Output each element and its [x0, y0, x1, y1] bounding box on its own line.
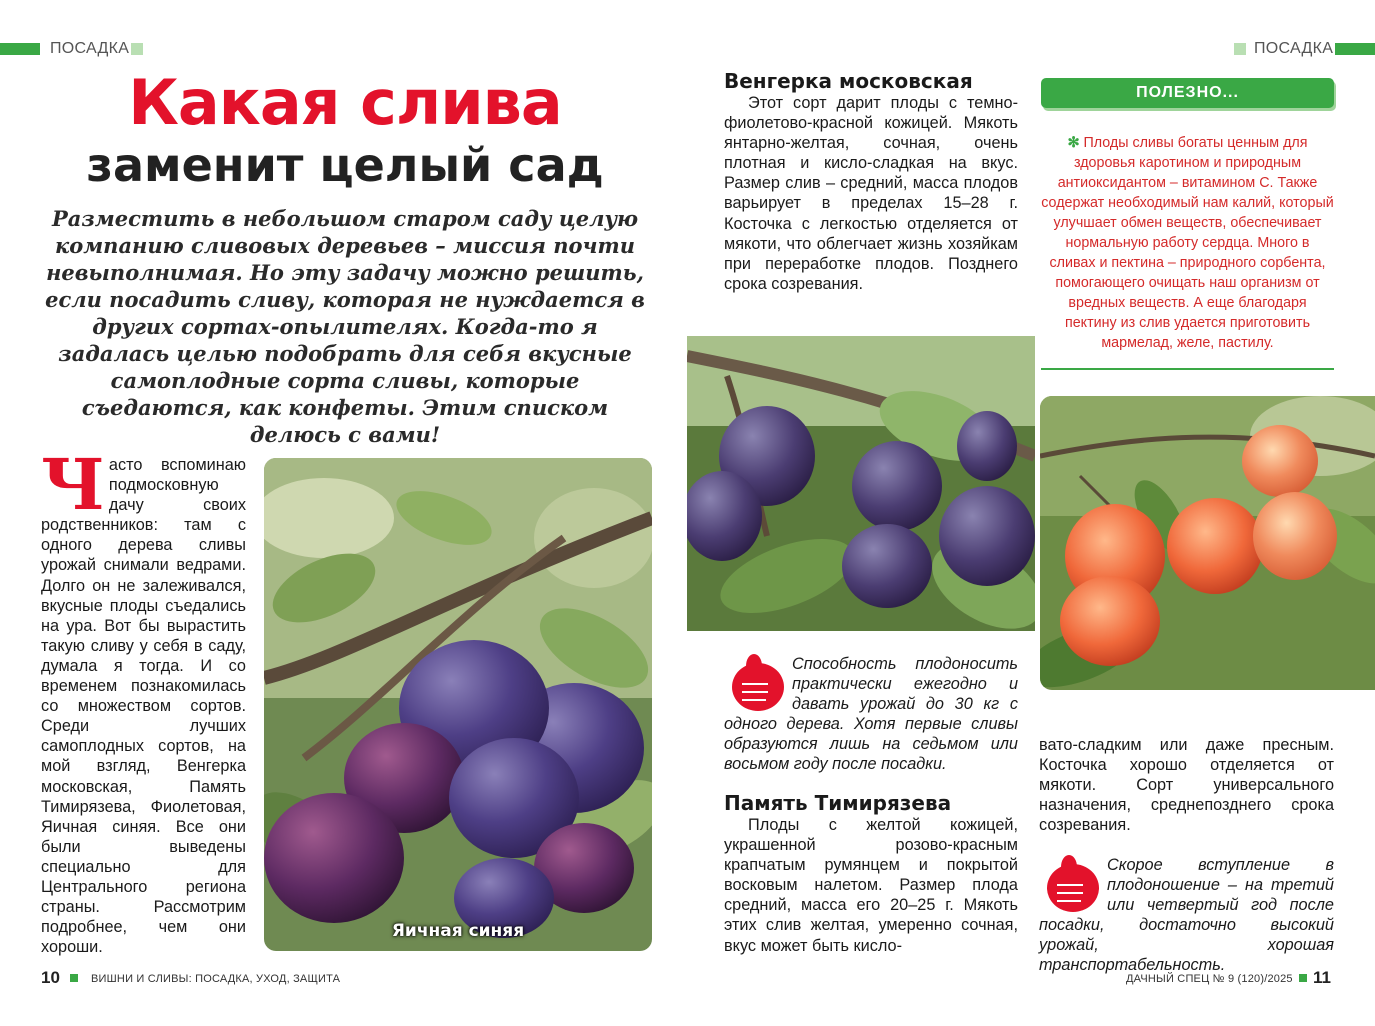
title-line-2: заменит целый сад [86, 138, 604, 192]
vengerka-note-text: Способность плодоносить практически ежегодно и давать урожай до 30 кг с одного дерева. Хотя первые сливы образуются лишь на седьмом или восьмом году после посадки. [724, 655, 1018, 774]
intro-column [41, 443, 246, 957]
thumbs-up-icon [1039, 855, 1101, 915]
pamyat-text-continued: вато-сладким или даже пресным. Косточка хорошо отделяется от мякоти. Сорт универсального назначения, среднепозднего срока созревания. [1039, 736, 1334, 835]
header-square-right [1234, 43, 1246, 55]
useful-text [1041, 133, 1334, 353]
plum-purple-illustration [687, 336, 1035, 631]
page-number-right: 11 [1313, 968, 1331, 987]
divider-line [1041, 368, 1334, 370]
footer-text-right: ДАЧНЫЙ СПЕЦ № 9 (120)/2025 [1126, 973, 1293, 985]
intro-text: асто вспоминаю подмосковную дачу своих родственников: там с одного дерева сливы урожай снимали ведрами. Долго он не залеживался, вкусные плоды съедались на ура. Вот бы вырастить такую сливу у себя в саду, думала я тогда. И со временем познакомилась со множеством сортов. Среди лучших самоплодных сортов, на мой взгляд, Венгерка московская, Память Тимирязева, Фиолетовая, Яичная синяя. Все они были выведены специально для Центрального региона страны. Рассмотрим подробнее, чем они хороши. [41, 456, 246, 957]
section-label-left: ПОСАДКА [50, 40, 130, 57]
pamyat-note [1039, 855, 1334, 976]
footer-text-left: ВИШНИ И СЛИВЫ: ПОСАДКА, УХОД, ЗАЩИТА [91, 973, 341, 985]
page-number-left: 10 [41, 968, 60, 987]
pamyat-note-text: Скорое вступление в плодоношение – на третий или четвертый год после посадки, достаточно высокий урожай, хорошая транспортабельность. [1039, 856, 1334, 975]
footer-square-left [70, 974, 78, 982]
heading-vengerka: Венгерка московская [724, 69, 973, 93]
photo-caption: Яичная синяя [391, 921, 525, 941]
drop-cap: Ч [41, 443, 105, 526]
photo-pamyat-timiryazeva [1040, 396, 1375, 690]
useful-label: ПОЛЕЗНО... [1041, 78, 1334, 108]
heading-pamyat: Память Тимирязева [724, 791, 952, 815]
lead-paragraph: Разместить в небольшом старом саду целую компанию сливовых деревьев – миссия почти невыполнимая. Но эту задачу можно решить, если посадить сливу, которая не нуждается в других сортах-опылителях. Когда-то я задалась целью подобрать для себя вкусные самоплодные сорта сливы, которые съедаются, как конфеты. Этим списком делюсь с вами! [45, 206, 645, 447]
plum-blue-illustration [264, 458, 652, 951]
header-square-left [131, 43, 143, 55]
title-line-1: Какая слива [128, 66, 562, 139]
plum-orange-illustration [1040, 396, 1375, 690]
pamyat-text: Плоды с желтой кожицей, украшенной розово-красным крапчатым румянцем и покрытой восковым налетом. Размер плода средний, масса его 20–25 г. Мякоть этих слив желтая, умеренно сочная, вкус может быть кисло- [724, 816, 1018, 955]
vengerka-note [724, 654, 1018, 775]
header-bar-left [0, 43, 40, 55]
photo-vengerka [687, 336, 1035, 631]
thumbs-up-icon [724, 654, 786, 714]
photo-yaichnaya-sinyaya [264, 458, 652, 951]
footer-square-right [1299, 974, 1307, 982]
header-bar-right [1335, 43, 1375, 55]
asterisk-icon: ✻ [1067, 135, 1080, 151]
useful-body: Плоды сливы богаты ценным для здоровья каротином и природным антиоксидантом – витамином С. Также содержат необходимый нам калий, который улучшает обмен веществ, обеспечивает нормальную работу сердца. Много в сливах и пектина – природного сорбента, помогающего очищать наш организм от вредных веществ. А еще благодаря пектину из слив удается приготовить мармелад, желе, пастилу. [1041, 135, 1334, 351]
vengerka-text: Этот сорт дарит плоды с темно-фиолетово-красной кожицей. Мякоть янтарно-желтая, сочная, очень плотная и кисло-сладкая на вкус. Размер слив – средний, масса плодов варьирует в пределах 15–28 г. Косточка с легкостью отделяется от мякоти, что облегчает жизнь хозяйкам при переработке плодов. Позднего срока созревания. [724, 94, 1018, 293]
section-label-right: ПОСАДКА [1254, 40, 1334, 57]
